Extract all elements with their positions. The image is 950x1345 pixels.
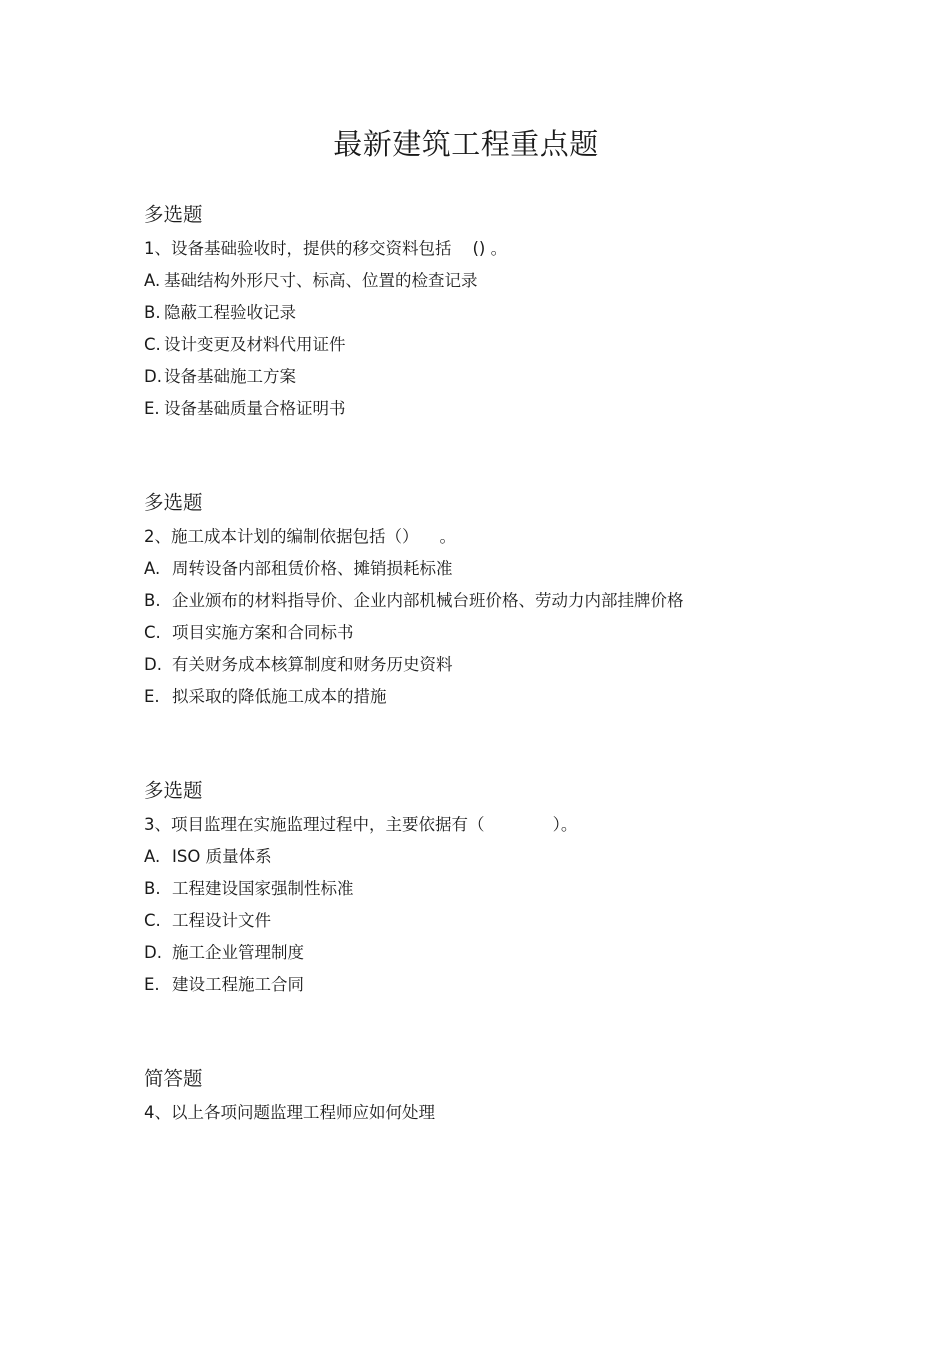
option-b (144, 585, 684, 617)
option-key: A. (144, 559, 161, 578)
option-text: 施工企业管理制度 (172, 943, 304, 962)
option-key: E. (144, 399, 160, 418)
option-text: 设备基础质量合格证明书 (164, 399, 346, 418)
question-text: 2、施工成本计划的编制依据包括（） 。 (144, 527, 456, 546)
option-c (144, 329, 507, 361)
option-a (144, 265, 507, 297)
option-text: 基础结构外形尺寸、标高、位置的检查记录 (164, 271, 478, 290)
option-e (144, 969, 577, 1001)
question-text: 3、项目监理在实施监理过程中，主要依据有（ ）。 (144, 815, 578, 834)
option-text: 拟采取的降低施工成本的措施 (172, 687, 387, 706)
option-text: 有关财务成本核算制度和财务历史资料 (172, 655, 453, 674)
option-text: ISO 质量体系 (172, 847, 272, 866)
option-c (144, 905, 577, 937)
question-section-1 (144, 200, 507, 425)
option-text: 周转设备内部租赁价格、摊销损耗标准 (172, 559, 453, 578)
option-key: A. (144, 271, 161, 290)
option-key: D. (144, 655, 162, 674)
option-key: B. (144, 303, 161, 322)
option-key: D. (144, 367, 162, 386)
option-key: B. (144, 879, 161, 898)
section-heading: 简答题 (144, 1067, 203, 1090)
option-text: 工程设计文件 (172, 911, 271, 930)
question-text: 4、以上各项问题监理工程师应如何处理 (144, 1103, 435, 1122)
option-d (144, 937, 577, 969)
option-key: B. (144, 591, 161, 610)
option-text: 设计变更及材料代用证件 (164, 335, 346, 354)
option-text: 工程建设国家强制性标准 (172, 879, 354, 898)
option-key: C. (144, 911, 161, 930)
option-a (144, 553, 684, 585)
option-e (144, 681, 684, 713)
option-key: A. (144, 847, 161, 866)
option-text: 隐蔽工程验收记录 (164, 303, 296, 322)
question-section-3 (144, 776, 577, 1001)
option-key: E. (144, 975, 160, 994)
option-b (144, 297, 507, 329)
question-section-4 (144, 1064, 435, 1129)
page-title: 最新建筑工程重点题 (333, 127, 599, 161)
option-d (144, 649, 684, 681)
option-text: 设备基础施工方案 (164, 367, 296, 386)
section-heading: 多选题 (144, 203, 203, 226)
option-d (144, 361, 507, 393)
question-text: 1、设备基础验收时，提供的移交资料包括 () 。 (144, 239, 508, 258)
section-heading: 多选题 (144, 491, 203, 514)
option-key: C. (144, 335, 161, 354)
option-key: E. (144, 687, 160, 706)
option-key: C. (144, 623, 161, 642)
option-key: D. (144, 943, 162, 962)
option-a (144, 841, 577, 873)
option-c (144, 617, 684, 649)
option-text: 项目实施方案和合同标书 (172, 623, 354, 642)
option-text: 企业颁布的材料指导价、企业内部机械台班价格、劳动力内部挂牌价格 (172, 591, 684, 610)
option-e (144, 393, 507, 425)
option-text: 建设工程施工合同 (172, 975, 304, 994)
section-heading: 多选题 (144, 779, 203, 802)
option-b (144, 873, 577, 905)
question-section-2 (144, 488, 684, 713)
